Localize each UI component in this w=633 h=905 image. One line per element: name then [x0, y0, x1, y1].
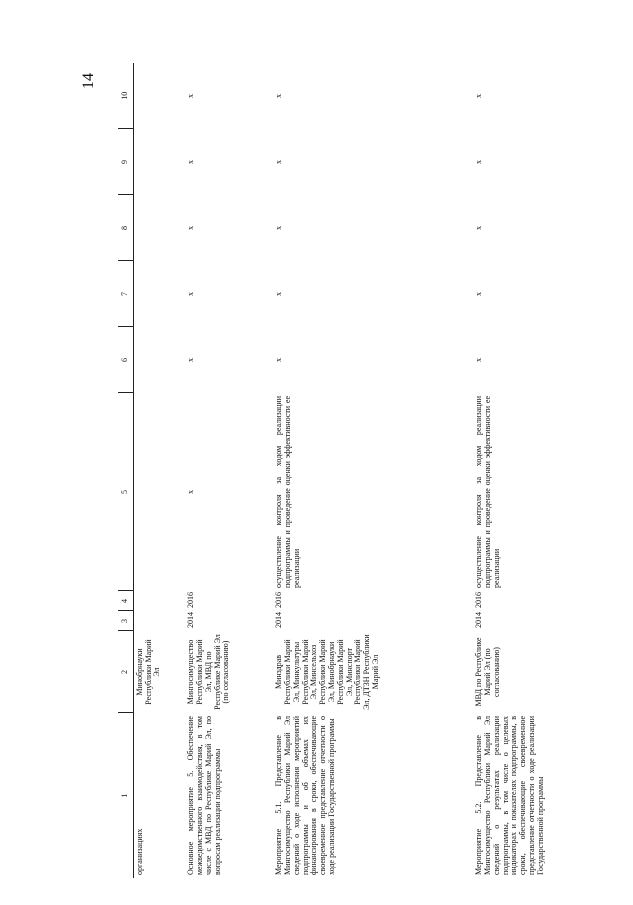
col-header-8: 8 [118, 195, 133, 261]
executor: Мингосимущество Республики Марий Эл, МВД по Республике Марий Эл (по согласованию) [186, 634, 231, 710]
value-col-9: x [186, 160, 196, 164]
executor: МВД по Республике Марий Эл (по согласованию) [474, 637, 501, 707]
expected-result: осуществление контроля за ходом реализации подпрограммы и проведение оценки эффективности ее реализации [474, 396, 501, 588]
page-number: 14 [80, 73, 97, 89]
table-row [473, 63, 547, 878]
start-year [133, 611, 185, 631]
start-year: 2014 [186, 612, 196, 628]
program-table [118, 63, 548, 878]
expected-result [133, 393, 185, 591]
table-row [133, 63, 185, 878]
rotated-table-container [118, 63, 545, 878]
expected-result: осуществление контроля за ходом реализации подпрограммы и проведение оценки эффективности ее реализации [274, 396, 301, 588]
value-col-9: x [474, 160, 484, 164]
table-row [273, 63, 473, 878]
col-header-5: 5 [118, 393, 133, 591]
value-col-8: x [474, 226, 484, 230]
col-header-10: 10 [118, 63, 133, 129]
value-col-7: x [274, 292, 284, 296]
value-col-7 [133, 261, 185, 327]
value-col-10: x [274, 94, 284, 98]
column-number-row [118, 63, 133, 878]
col-header-4: 4 [118, 591, 133, 611]
end-year: 2016 [186, 592, 196, 608]
measure-name: организациях [134, 828, 144, 875]
value-col-6: x [186, 358, 196, 362]
expected-result: x [186, 490, 196, 494]
value-col-10 [133, 63, 185, 129]
value-col-8 [133, 195, 185, 261]
col-header-3: 3 [118, 611, 133, 631]
col-header-2: 2 [118, 631, 133, 713]
col-header-1: 1 [118, 713, 133, 878]
measure-name: Мероприятие 5.1. Представление в Мингосимущество Республики Марий Эл сведений о ходе исполнения мероприятий подпрограммы и об объемах их финансирования в сроки, обеспечивающие своевременное представление отчетности о ходе реализации Государственной программы [274, 716, 337, 875]
end-year: 2016 [474, 592, 484, 608]
measure-name: Основное мероприятие 5. Обеспечение межведомственного взаимодействия, в том числе с МВД по Республике Марий Эл, по вопросам реализации подпрограммы [186, 716, 222, 875]
measure-name: Мероприятие 5.2. Представление в Мингосимущество Республики Марий Эл сведений о результатах реализации подпрограммы, в том числе о целевых индикаторах и показателях подпрограммы, в сроки, обеспечивающие своевременное представление отчетности о ходе реализации Государственной программы [474, 716, 545, 875]
col-header-9: 9 [118, 129, 133, 195]
end-year [133, 591, 185, 611]
value-col-9 [133, 129, 185, 195]
value-col-7: x [186, 292, 196, 296]
value-col-8: x [274, 226, 284, 230]
value-col-6: x [474, 358, 484, 362]
value-col-6: x [274, 358, 284, 362]
end-year: 2016 [274, 592, 284, 608]
executor: Минздрав Республики Марий Эл, Минкультуры Республики Марий Эл, Минсельхоз Республики Марий Эл, Минобрнауки Республики Марий Эл, Минспорт Республики Марий Эл, ДТЗН Республики Марий Эл [274, 634, 381, 710]
value-col-8: x [186, 226, 196, 230]
col-header-7: 7 [118, 261, 133, 327]
start-year: 2014 [274, 612, 284, 628]
executor: Минобрнауки Республики Марий Эл [134, 639, 162, 705]
value-col-10: x [186, 94, 196, 98]
table-row [185, 63, 273, 878]
value-col-9: x [274, 160, 284, 164]
start-year: 2014 [474, 612, 484, 628]
value-col-6 [133, 327, 185, 393]
value-col-7: x [474, 292, 484, 296]
col-header-6: 6 [118, 327, 133, 393]
value-col-10: x [474, 94, 484, 98]
